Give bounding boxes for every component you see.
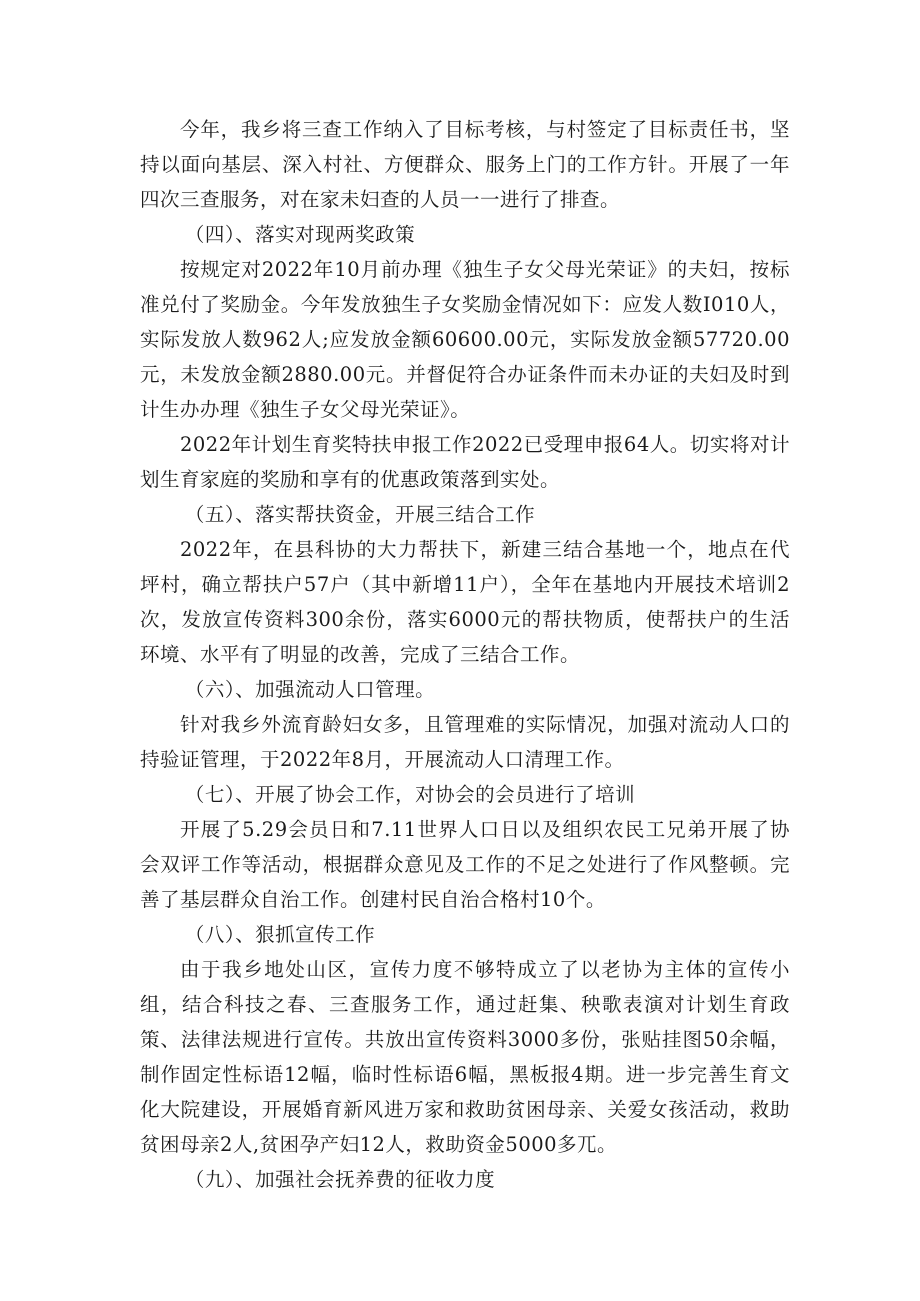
paragraph-reward-payment: 按规定对2022年10月前办理《独生子女父母光荣证》的夫妇，按标准兑付了奖励金。今年发放独生子女奖励金情况如下：应发人数I010人，实际发放人数962人;应发放金额60600.00元，实际发放金额57720.00元，未发放金额2880.00元。并督促符合办证条件而未办证的夫妇及时到计生办办理《独生子女父母光荣证》。 bbox=[140, 258, 790, 421]
section-heading-4: （四）、落实对现两奖政策 bbox=[184, 223, 416, 246]
paragraph-floating-population: 针对我乡外流育龄妇女多，且管理难的实际情况，加强对流动人口的持验证管理，于2022年8月，开展流动人口清理工作。 bbox=[140, 713, 790, 771]
paragraph-association-work: 开展了5.29会员日和7.11世界人口日以及组织农民工兄弟开展了协会双评工作等活动，根据群众意见及工作的不足之处进行了作风整顿。完善了基层群众自治工作。创建村民自治合格村10个。 bbox=[140, 818, 790, 911]
paragraph-three-combination: 2022年，在县科协的大力帮扶下，新建三结合基地一个，地点在代坪村，确立帮扶户57户（其中新增11户），全年在基地内开展技术培训2次，发放宣传资料300余份，落实6000元的帮扶物质，使帮扶户的生活环境、水平有了明显的改善，完成了三结合工作。 bbox=[140, 538, 790, 666]
section-heading-7: （七）、开展了协会工作，对协会的会员进行了培训 bbox=[184, 783, 636, 806]
section-heading-8: （八）、狠抓宣传工作 bbox=[184, 923, 376, 946]
section-heading-9: （九）、加强社会抚养费的征收力度 bbox=[184, 1168, 496, 1191]
paragraph-publicity-work: 由于我乡地处山区，宣传力度不够特成立了以老协为主体的宣传小组，结合科技之春、三查服务工作，通过赶集、秧歌表演对计划生育政策、法律法规进行宣传。共放出宣传资料3000多份，张贴挂图50余幅，制作固定性标语12幅，临时性标语6幅，黑板报4期。进一步完善生育文化大院建设，开展婚育新风进万家和救助贫困母亲、关爱女孩活动，救助贫困母亲2人,贫困孕产妇12人，救助资金5000多兀。 bbox=[140, 958, 790, 1156]
section-heading-5: （五）、落实帮扶资金，开展三结合工作 bbox=[184, 503, 536, 526]
section-heading-6: （六）、加强流动人口管理。 bbox=[184, 678, 436, 701]
paragraph-special-support: 2022年计划生育奖特扶申报工作2022已受理申报64人。切实将对计划生育家庭的奖励和享有的优惠政策落到实处。 bbox=[140, 433, 790, 491]
document-body bbox=[140, 112, 790, 1197]
paragraph-sancha-work: 今年，我乡将三查工作纳入了目标考核，与村签定了目标责任书，坚持以面向基层、深入村社、方便群众、服务上门的工作方针。开展了一年四次三查服务，对在家未妇查的人员一一进行了排查。 bbox=[140, 118, 790, 211]
